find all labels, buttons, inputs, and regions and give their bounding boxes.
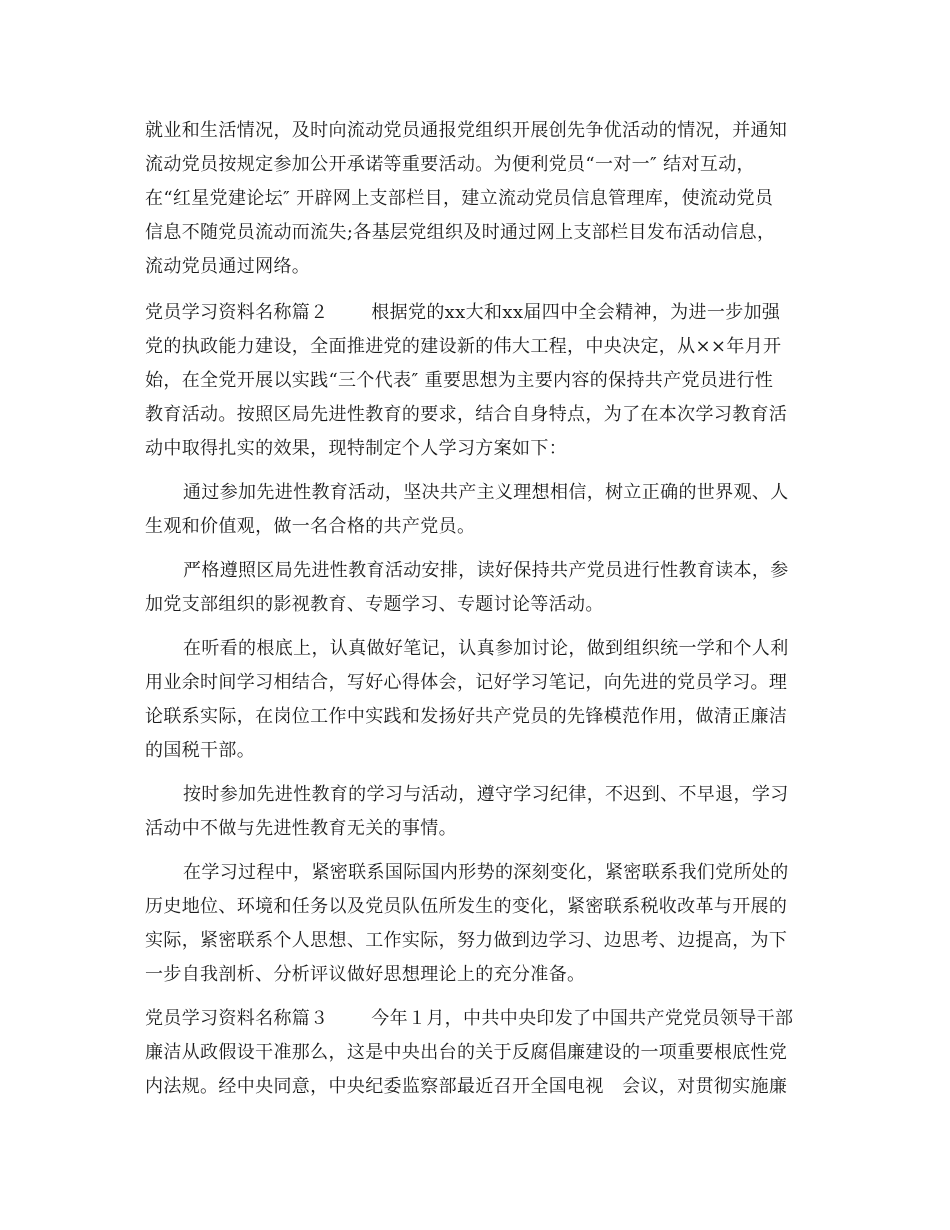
section-heading-2: 党员学习资料名称篇２ 根据党的xx大和xx届四中全会精神，为进一步加强 [145,302,781,323]
text-line: 生观和价值观，做一名合格的共产党员。 [145,516,476,537]
paragraph-start: 按时参加先进性教育的学习与活动，遵守学习纪律，不迟到、不早退，学习 [183,784,789,805]
text-line: 论联系实际，在岗位工作中实践和发扬好共产党员的先锋模范作用，做清正廉洁 [145,706,788,727]
section-heading-3: 党员学习资料名称篇３ 今年１月，中共中央印发了中国共产党党员领导干部 [145,1008,794,1029]
text-line: 动中取得扎实的效果，现特制定个人学习方案如下： [145,438,568,459]
text-line: 加党支部组织的影视教育、专题学习、专题讨论等活动。 [145,594,604,615]
text-line: 活动中不做与先进性教育无关的事情。 [145,818,457,839]
text-line: 的国税干部。 [145,740,256,761]
text-line: 历史地位、环境和任务以及党员队伍所发生的变化，紧密联系税收改革与开展的 [145,896,788,917]
text-line: 始，在全党开展以实践“三个代表″ 重要思想为主要内容的保持共产党员进行性 [145,370,774,391]
text-line: 就业和生活情况，及时向流动党员通报党组织开展创先争优活动的情况，并通知 [145,120,788,141]
paragraph-start: 严格遵照区局先进性教育活动安排，读好保持共产党员进行性教育读本，参 [183,560,789,581]
text-line: 党的执政能力建设，全面推进党的建设新的伟大工程，中央决定，从××年月开 [145,336,782,357]
text-line: 信息不随党员流动而流失;各基层党组织及时通过网上支部栏目发布活动信息， [145,222,776,243]
paragraph-start: 通过参加先进性教育活动，坚决共产主义理想相信，树立正确的世界观、人 [183,482,789,503]
text-line: 流动党员通过网络。 [145,256,311,277]
text-line: 实际，紧密联系个人思想、工作实际，努力做到边学习、边思考、边提高，为下 [145,930,788,951]
text-line: 流动党员按规定参加公开承诺等重要活动。为便利党员“一对一″ 结对互动， [145,154,755,175]
paragraph-start: 在学习过程中，紧密联系国际国内形势的深刻变化，紧密联系我们党所处的 [183,862,789,883]
text-line: 用业余时间学习相结合，写好心得体会，记好学习笔记，向先进的党员学习。理 [145,672,788,693]
text-line: 在“红星党建论坛″ 开辟网上支部栏目，建立流动党员信息管理库，使流动党员 [145,188,774,209]
text-line: 教育活动。按照区局先进性教育的要求，结合自身特点，为了在本次学习教育活 [145,404,788,425]
text-line: 内法规。经中央同意，中央纪委监察部最近召开全国电视 会议，对贯彻实施廉 [145,1076,788,1097]
text-line: 一步自我剖析、分析评议做好思想理论上的充分准备。 [145,964,586,985]
paragraph-start: 在听看的根底上，认真做好笔记，认真参加讨论，做到组织统一学和个人利 [183,638,789,659]
text-line: 廉洁从政假设干准那么，这是中央出台的关于反腐倡廉建设的一项重要根底性党 [145,1042,788,1063]
